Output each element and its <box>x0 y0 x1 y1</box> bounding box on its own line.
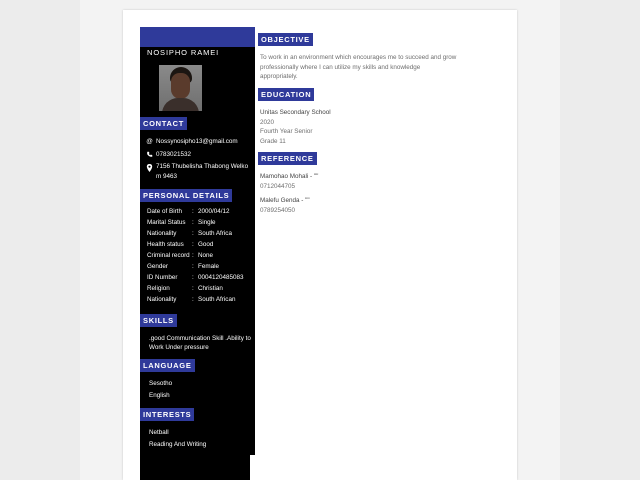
reference-name: Mamohao Mohali - "" <box>260 173 319 180</box>
interest-item: Reading And Writing <box>149 441 207 448</box>
sidebar-bottom-strip <box>140 455 250 480</box>
language-item: English <box>149 392 170 399</box>
reference-heading: REFERENCE <box>258 152 317 165</box>
personal-details-heading: PERSONAL DETAILS <box>140 189 232 202</box>
objective-line3: appropriately. <box>260 73 298 80</box>
reference-name: Malefu Genda - "" <box>260 197 310 204</box>
map-pin-icon <box>146 164 153 171</box>
at-icon: @ <box>146 138 153 145</box>
education-grade: Grade 11 <box>260 138 286 145</box>
reference-phone: 0712044705 <box>260 183 296 190</box>
education-school: Unitas Secondary School <box>260 109 331 116</box>
skills-heading: SKILLS <box>140 314 177 327</box>
education-heading: EDUCATION <box>258 88 314 101</box>
interests-heading: INTERESTS <box>140 408 194 421</box>
objective-line1: To work in an environment which encourages me to succeed and grow <box>260 54 457 61</box>
contact-address-line2: m 9463 <box>156 173 178 180</box>
contact-phone: 0783021532 <box>156 151 192 158</box>
education-level: Fourth Year Senior <box>260 128 313 135</box>
phone-icon <box>146 151 153 158</box>
objective-heading: OBJECTIVE <box>258 33 313 46</box>
education-year: 2020 <box>260 119 275 126</box>
objective-line2: professionally where I can utilize my skills and knowledge <box>260 64 421 71</box>
candidate-name: NOSIPHO RAMEI <box>147 48 220 57</box>
language-item: Sesotho <box>149 380 173 387</box>
interest-item: Netball <box>149 429 169 436</box>
skills-line2: Work Under pressure <box>149 344 209 351</box>
skills-line1: .good Communication Skill .Ability to <box>149 335 251 342</box>
reference-phone: 0789254050 <box>260 207 296 214</box>
profile-photo <box>159 65 202 111</box>
contact-heading: CONTACT <box>140 117 187 130</box>
contact-address-line1: 7156 Thubelisha Thabong Welko <box>156 163 249 170</box>
language-heading: LANGUAGE <box>140 359 195 372</box>
contact-email: Nossynosipho13@gmail.com <box>156 138 238 145</box>
sidebar-header-band <box>140 27 255 47</box>
